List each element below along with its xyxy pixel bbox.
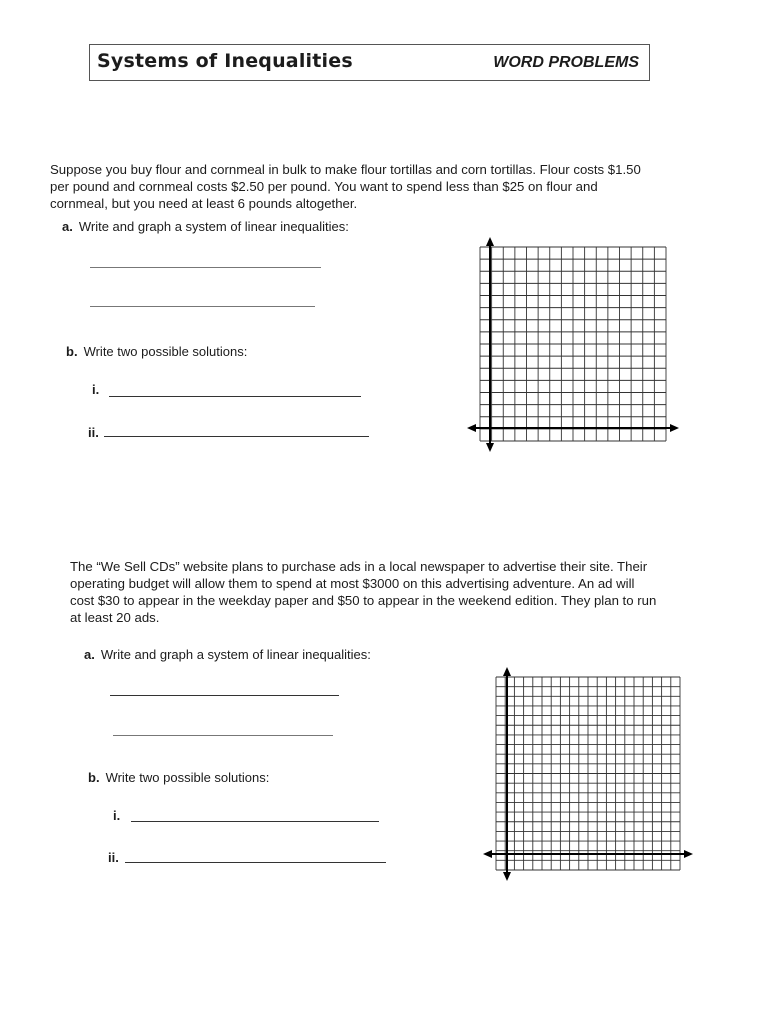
worksheet-title: Systems of Inequalities xyxy=(97,50,353,72)
part-text: Write two possible solutions: xyxy=(105,770,270,785)
problem-2-part-a-label xyxy=(84,647,371,662)
problem-2-part-b-label xyxy=(88,770,269,785)
part-letter: a. xyxy=(62,219,73,234)
worksheet-subtitle: WORD PROBLEMS xyxy=(493,54,639,71)
problem-1-solution-i-label: i. xyxy=(92,382,100,397)
part-letter: b. xyxy=(88,770,100,785)
part-text: Write two possible solutions: xyxy=(83,344,248,359)
worksheet-header xyxy=(89,44,650,81)
problem-1-text: Suppose you buy flour and cornmeal in bulk to make flour tortillas and corn tortillas. Flour costs $1.50 per pound and cornmeal costs $2.50 per pound. You want to spend less than $25 on flour and cornmeal, but you need at least 6 pounds altogether. xyxy=(50,162,641,211)
x-axis-arrow-right-icon xyxy=(670,424,679,432)
problem-1-answer-line-2[interactable] xyxy=(90,306,315,307)
y-axis-arrow-down-icon xyxy=(503,872,511,881)
problem-2-solution-ii-line[interactable] xyxy=(125,862,386,863)
y-axis-arrow-up-icon xyxy=(486,237,494,246)
problem-1-answer-line-1[interactable] xyxy=(90,267,321,268)
problem-1-solution-i-line[interactable] xyxy=(109,396,361,397)
problem-2-text: The “We Sell CDs” website plans to purchase ads in a local newspaper to advertise their site. Their operating budget will allow them to spend at most $3000 on this advertising adventure. An ad will cost $30 to appear in the weekday paper and $50 to appear in the weekend edition. They plan to run at least 20 ads. xyxy=(70,559,657,625)
problem-2-solution-i-label: i. xyxy=(113,808,121,823)
y-axis-arrow-down-icon xyxy=(486,443,494,452)
part-text: Write and graph a system of linear inequalities: xyxy=(100,647,371,662)
problem-2-answer-line-2[interactable] xyxy=(113,735,333,736)
x-axis-arrow-left-icon xyxy=(483,850,492,858)
problem-1-solution-ii-label: ii. xyxy=(88,425,99,440)
y-axis-arrow-up-icon xyxy=(503,667,511,676)
problem-1-part-a-label xyxy=(62,219,349,234)
x-axis-arrow-left-icon xyxy=(467,424,476,432)
problem-1-solution-ii-line[interactable] xyxy=(104,436,369,437)
part-text: Write and graph a system of linear inequalities: xyxy=(78,219,349,234)
x-axis-arrow-right-icon xyxy=(684,850,693,858)
part-letter: b. xyxy=(66,344,78,359)
problem-2-solution-ii-label: ii. xyxy=(108,850,119,865)
problem-2-solution-i-line[interactable] xyxy=(131,821,379,822)
part-letter: a. xyxy=(84,647,95,662)
problem-1-part-b-label xyxy=(66,344,247,359)
problem-2-answer-line-1[interactable] xyxy=(110,695,339,696)
